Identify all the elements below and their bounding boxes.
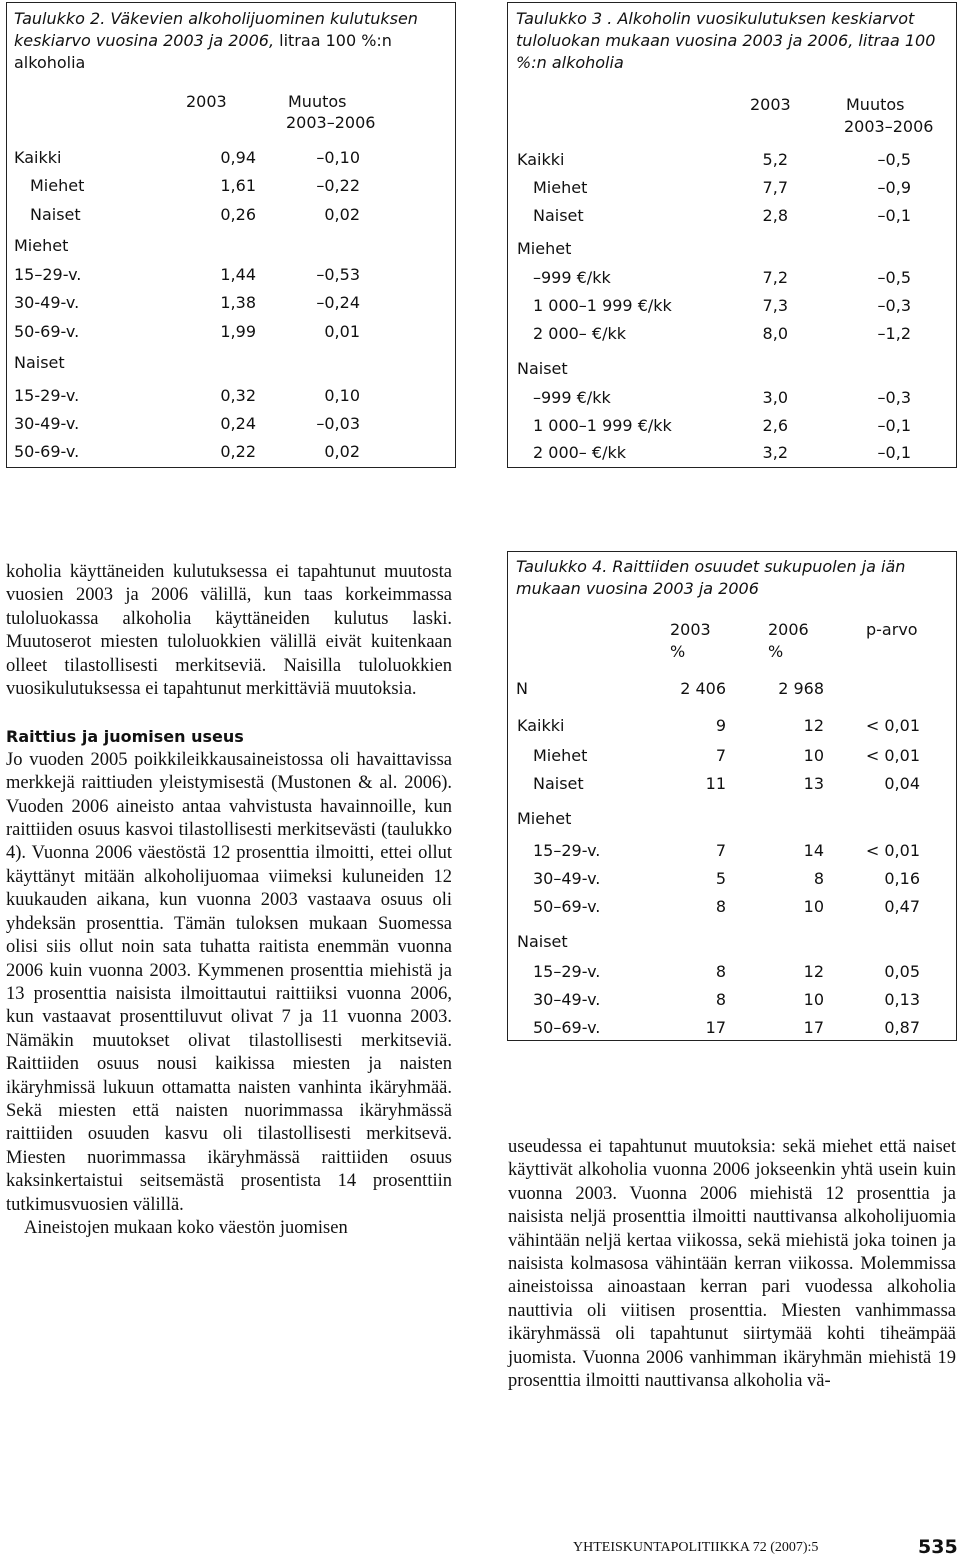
table-cell: 0,02 bbox=[324, 442, 360, 461]
table-cell: –0,53 bbox=[316, 265, 360, 284]
table-row-label: Miehet bbox=[30, 176, 85, 195]
table-row-label: Miehet bbox=[533, 178, 588, 197]
left-text-column bbox=[6, 561, 452, 1240]
table-cell: –0,10 bbox=[316, 148, 360, 167]
table-cell: –0,5 bbox=[877, 268, 911, 287]
table-row-label: Naiset bbox=[533, 206, 584, 225]
table-4-col-header-2003: 2003 bbox=[670, 620, 711, 639]
table-4-n-2003: 2 406 bbox=[680, 679, 726, 698]
table-3-col-header-2003: 2003 bbox=[750, 95, 791, 114]
table-cell: 10 bbox=[803, 990, 824, 1009]
table-cell: 0,26 bbox=[220, 205, 256, 224]
table-row-label: 30–49-v. bbox=[533, 990, 601, 1009]
table-cell: 0,24 bbox=[220, 414, 256, 433]
table-cell: 5,2 bbox=[762, 150, 788, 169]
table-row-label: 2 000– €/kk bbox=[533, 324, 626, 343]
table-row-label: 30-49-v. bbox=[14, 293, 80, 312]
table-cell: –0,3 bbox=[877, 388, 911, 407]
table-cell: 11 bbox=[705, 774, 726, 793]
caption-title: Väkevien alkoholijuominen kulutuksen keskiarvo vuosina 2003 ja 2006, bbox=[14, 9, 418, 50]
table-cell: 8 bbox=[715, 962, 726, 981]
table-group-label: Naiset bbox=[517, 932, 568, 951]
table-cell: 0,94 bbox=[220, 148, 256, 167]
table-row-label: 1 000–1 999 €/kk bbox=[533, 296, 672, 315]
table-cell: 0,02 bbox=[324, 205, 360, 224]
page-number: 535 bbox=[918, 1536, 958, 1558]
table-cell: < 0,01 bbox=[865, 841, 920, 860]
table-row-label: 30–49-v. bbox=[533, 869, 601, 888]
table-4-caption bbox=[516, 556, 950, 600]
table-cell: 3,0 bbox=[762, 388, 788, 407]
table-cell: 5 bbox=[715, 869, 726, 888]
table-cell: 0,87 bbox=[884, 1018, 920, 1037]
table-cell: 12 bbox=[803, 962, 824, 981]
table-row-label: 50–69-v. bbox=[533, 1018, 601, 1037]
paragraph: koholia käyttäneiden kulutuksessa ei tapahtunut muutosta vuosien 2003 ja 2006 välillä, kun taas korkeimmassa tuloluokassa alkoholia käyttäneiden kulutus laski. Muutoserot miesten tuloluokkien välillä eivät kuitenkaan olleet tilastollisesti merkitseviä. Naisilla tuloluokkien vuosikulutuksessa ei tapahtunut merkittäviä muutoksia. bbox=[6, 562, 452, 700]
table-cell: 10 bbox=[803, 746, 824, 765]
table-cell: –0,1 bbox=[877, 206, 911, 225]
table-cell: < 0,01 bbox=[865, 716, 920, 735]
table-group-label: Miehet bbox=[517, 809, 572, 828]
table-row-label: 50–69-v. bbox=[533, 897, 601, 916]
table-cell: 8 bbox=[813, 869, 824, 888]
table-cell: 8 bbox=[715, 990, 726, 1009]
table-cell: 1,44 bbox=[220, 265, 256, 284]
table-2-col-header-change: Muutos bbox=[288, 92, 347, 111]
table-cell: 0,13 bbox=[884, 990, 920, 1009]
table-row-label: 50-69-v. bbox=[14, 322, 80, 341]
table-cell: 8 bbox=[715, 897, 726, 916]
caption-prefix: Taulukko 3 . bbox=[516, 9, 613, 28]
table-cell: 7 bbox=[715, 841, 726, 860]
table-cell: 12 bbox=[803, 716, 824, 735]
table-cell: –0,3 bbox=[877, 296, 911, 315]
table-cell: –1,2 bbox=[877, 324, 911, 343]
right-text-column bbox=[508, 1136, 956, 1393]
table-cell: –0,9 bbox=[877, 178, 911, 197]
table-4-col-header-2006-unit: % bbox=[768, 642, 784, 661]
table-row-label: 15–29-v. bbox=[533, 962, 601, 981]
table-cell: –0,22 bbox=[316, 176, 360, 195]
table-cell: 8,0 bbox=[762, 324, 788, 343]
table-group-label: Miehet bbox=[517, 239, 572, 258]
table-group-label: Miehet bbox=[14, 236, 69, 255]
table-cell: 17 bbox=[803, 1018, 824, 1037]
table-cell: 0,16 bbox=[884, 869, 920, 888]
table-row-label: Kaikki bbox=[517, 716, 565, 735]
table-4-col-header-2006: 2006 bbox=[768, 620, 809, 639]
table-cell: 1,38 bbox=[220, 293, 256, 312]
table-cell: 0,10 bbox=[324, 386, 360, 405]
table-cell: 0,32 bbox=[220, 386, 256, 405]
caption-title: Alkoholin vuosikulutuksen keskiarvot tuloluokan mukaan vuosina 2003 ja 2006, litraa 100 %:n alkoholia bbox=[516, 9, 936, 72]
section-heading: Raittius ja juomisen useus bbox=[6, 727, 244, 747]
table-cell: 1,99 bbox=[220, 322, 256, 341]
table-cell: –0,1 bbox=[877, 416, 911, 435]
table-row-label: 50-69-v. bbox=[14, 442, 80, 461]
table-cell: 9 bbox=[715, 716, 726, 735]
table-cell: 7,3 bbox=[762, 296, 788, 315]
table-cell: 7 bbox=[715, 746, 726, 765]
table-cell: < 0,01 bbox=[865, 746, 920, 765]
table-row-label: 15-29-v. bbox=[14, 386, 80, 405]
table-cell: 0,22 bbox=[220, 442, 256, 461]
table-row-label: –999 €/kk bbox=[533, 388, 611, 407]
table-group-label: Naiset bbox=[517, 359, 568, 378]
table-cell: 7,7 bbox=[762, 178, 788, 197]
table-cell: 17 bbox=[705, 1018, 726, 1037]
table-4-col-header-p-value: p-arvo bbox=[866, 620, 918, 639]
table-cell: 0,05 bbox=[884, 962, 920, 981]
table-row-label: 15–29-v. bbox=[14, 265, 82, 284]
table-2-caption bbox=[14, 8, 450, 74]
table-2-col-header-2003: 2003 bbox=[186, 92, 227, 111]
caption-prefix: Taulukko 4. bbox=[516, 557, 608, 576]
table-cell: 7,2 bbox=[762, 268, 788, 287]
table-row-label: 1 000–1 999 €/kk bbox=[533, 416, 672, 435]
table-cell: 2,6 bbox=[762, 416, 788, 435]
table-row-label: 2 000– €/kk bbox=[533, 443, 626, 462]
paragraph: useudessa ei tapahtunut muutoksia: sekä miehet että naiset käyttivät alkoholia vuonna 2006 jokseenkin yhtä usein kuin vuonna 2003. Vuonna 2006 miehistä 12 prosenttia ja naisista neljä prosenttia ilmoitti nauttivansa alkoholijuomia vähintään neljä kertaa viikossa, sekä miehistä joka toinen ja naisista kolmasosa vähintään kerran viikossa. Molemmissa aineistoissa ainoastaan kerran pari vuodessa alkoholia nauttivia oli viitisen prosenttia. Miesten vanhimmassa ikäryhmässä oli tapahtunut siirtymää kohti tiheämpää juomista. Vuonna 2006 vanhimman ikäryhmän miehistä 19 prosenttia ilmoitti nauttivansa alkoholia vä- bbox=[508, 1137, 956, 1392]
table-2-col-header-period: 2003–2006 bbox=[286, 113, 376, 132]
journal-footer: YHTEISKUNTAPOLITIIKKA 72 (2007):5 bbox=[573, 1540, 819, 1555]
table-3-col-header-change: Muutos bbox=[846, 95, 905, 114]
table-cell: 3,2 bbox=[762, 443, 788, 462]
table-row-label: 30-49-v. bbox=[14, 414, 80, 433]
table-4-col-header-2003-unit: % bbox=[670, 642, 686, 661]
table-cell: 2,8 bbox=[762, 206, 788, 225]
caption-unit: litraa 100 %:n alkoholia bbox=[14, 31, 392, 72]
table-cell: –0,5 bbox=[877, 150, 911, 169]
table-4-n-2006: 2 968 bbox=[778, 679, 824, 698]
table-cell: 14 bbox=[803, 841, 824, 860]
table-cell: 10 bbox=[803, 897, 824, 916]
table-cell: 1,61 bbox=[220, 176, 256, 195]
paragraph: Jo vuoden 2005 poikkileikkausaineistossa oli havaittavissa merkkejä raittiuden yleistymisestä (Mustonen & al. 2006). Vuoden 2006 aineisto antaa vahvistusta havainnoille, kun raittiiden osuus kasvoi tilastollisesti merkitsevästi (taulukko 4). Vuonna 2006 väestöstä 12 prosenttia ilmoitti, ettei ollut käyttänyt mitään alkoholijuomaa viimeksi kuluneiden 12 kuukauden aikana, kun vuonna 2003 vastaava osuus oli yhdeksän prosenttia. Tämän tuloksen mukaan Suomessa olisi siis ollut noin sata tuhatta raitista enemmän vuonna 2006 kuin vuonna 2003. Kymmenen prosenttia miehistä ja 13 prosenttia naisista ilmoittautui raittiiksi vuonna 2006, kun vastaavat prosenttiluvut olivat 7 ja 11 vuonna 2003. Nämäkin muutokset olivat tilastollisesti merkitseviä. Raittiiden osuus nousi kaikissa miesten ja naisten ikäryhmissä lukuun ottamatta naisten vanhinta ikäryhmää. Sekä miesten että naisten nuorimmassa ikäryhmässä raittiiden osuuden kasvu oli tilastollisesti merkitsevä. Miesten nuorimmassa ikäryhmässä raittiiden osuus kaksinkertaistui seitsemästä prosentista 14 prosenttiin tutkimusvuosien välillä. bbox=[6, 749, 452, 1215]
caption-title: Raittiiden osuudet sukupuolen ja iän mukaan vuosina 2003 ja 2006 bbox=[516, 557, 906, 598]
table-cell: 0,01 bbox=[324, 322, 360, 341]
table-3-col-header-period: 2003–2006 bbox=[844, 117, 934, 136]
table-row-label: Kaikki bbox=[14, 148, 62, 167]
table-cell: –0,24 bbox=[316, 293, 360, 312]
table-row-label: Kaikki bbox=[517, 150, 565, 169]
table-3-caption bbox=[516, 8, 950, 74]
table-group-label: Naiset bbox=[14, 353, 65, 372]
table-row-label: 15–29-v. bbox=[533, 841, 601, 860]
table-cell: 0,47 bbox=[884, 897, 920, 916]
table-row-label: Miehet bbox=[533, 746, 588, 765]
caption-prefix: Taulukko 2. bbox=[14, 9, 106, 28]
table-cell: –0,1 bbox=[877, 443, 911, 462]
table-4-n-label: N bbox=[516, 679, 528, 698]
table-row-label: Naiset bbox=[30, 205, 81, 224]
paragraph: Aineistojen mukaan koko väestön juomisen bbox=[24, 1217, 348, 1238]
table-row-label: –999 €/kk bbox=[533, 268, 611, 287]
table-cell: 0,04 bbox=[884, 774, 920, 793]
table-row-label: Naiset bbox=[533, 774, 584, 793]
table-cell: –0,03 bbox=[316, 414, 360, 433]
table-cell: 13 bbox=[803, 774, 824, 793]
